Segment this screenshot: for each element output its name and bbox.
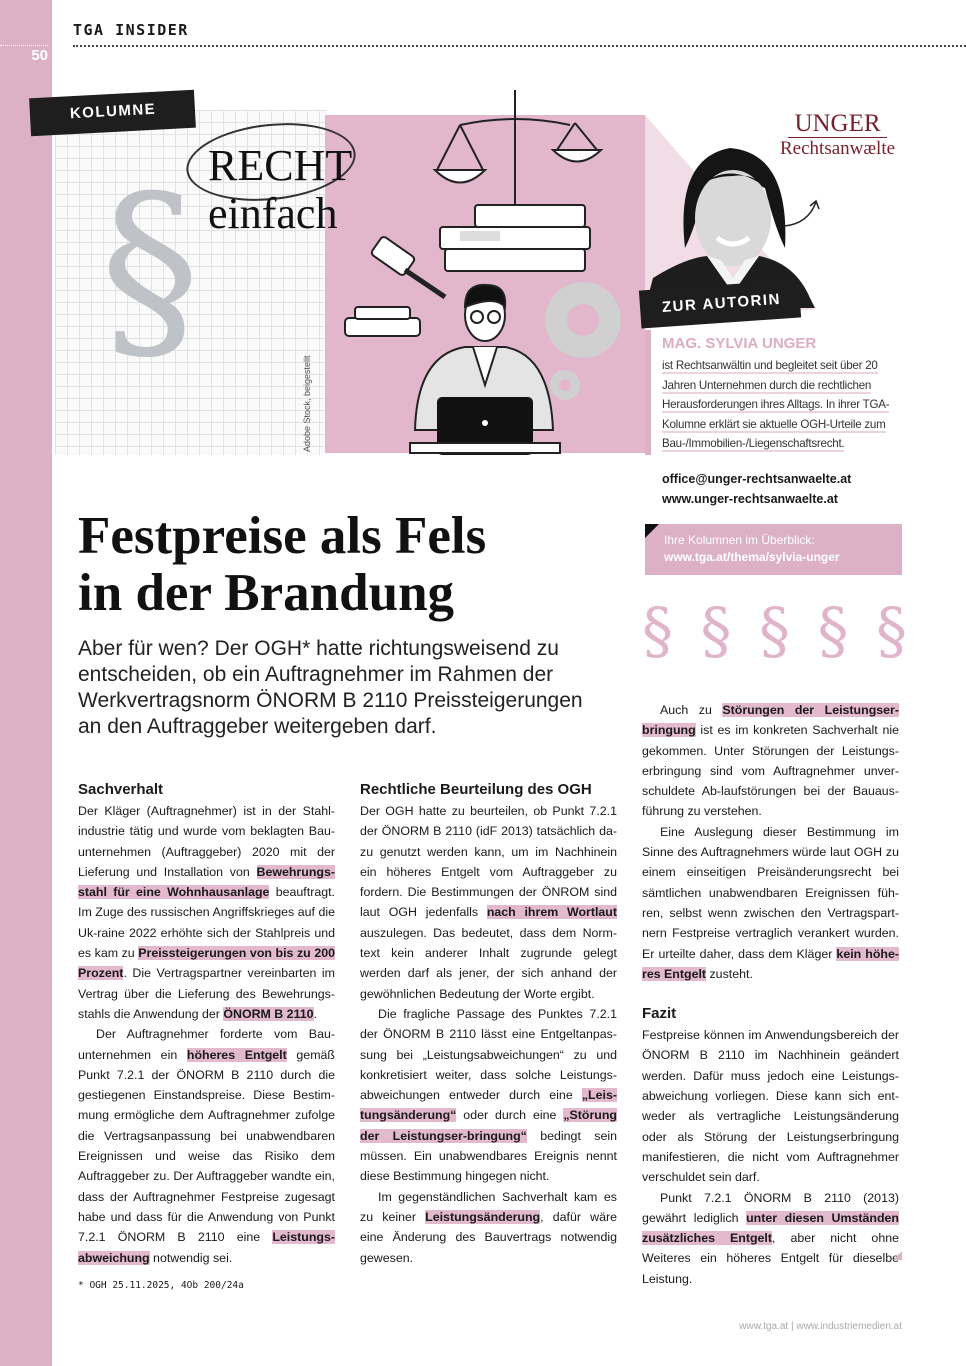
highlighted-text: Bewehrungsstahl für eine Wohnhausanlage [78,864,335,900]
highlighted-text: „Störung der Leistungser-bringung“ [360,1108,617,1143]
body-text: Auch zu [660,703,723,717]
bio-line: ist Rechtsanwältin und begleitet seit über 20 [662,359,878,372]
body-paragraph [360,1187,617,1268]
gear-icon [545,282,621,400]
bio-line: Bau-/Immobilien-/Liegenschaftsrecht. [662,437,845,450]
highlighted-text: höheres Entgelt [186,1047,287,1062]
highlighted-text: kein höheres Entgelt [642,946,900,981]
email-link[interactable]: office@unger-rechtsanwaelte.at [662,472,852,486]
body-text: Der Auftragnehmer forderte vom Bauunternehmen ein [78,1027,335,1062]
body-text: Der OGH hatte zu beurteilen, ob Punkt 7.2.1 der ÖNORM B 2110 (idF 2013) tatsächlich dazu genutzt werden kann, um im Nachhinein ein höheres Entgelt vom Auftraggeber zu fordern. Die Bestimmungen der ÖNROM sind laut OGH jedenfalls [360,804,617,920]
column-overview-box [645,524,902,575]
highlighted-text: Störungen der Leistungserbringung [642,703,900,738]
body-paragraph [78,801,335,1024]
body-paragraph [642,822,899,984]
image-credit: Adobe Stock, beigestellt [302,355,312,452]
section-heading: Rechtliche Beurteilung des OGH [360,781,592,798]
article-column-3 [642,700,899,1289]
author-contact [662,469,851,509]
body-paragraph [360,801,617,1004]
section-title: TGA INSIDER [73,21,189,39]
bio-line: Jahren Unternehmen durch die rechtlichen [662,378,872,392]
body-paragraph [360,1004,617,1187]
footnote: * OGH 25.11.2025, 4Ob 200/24a [78,1280,244,1291]
page-number-divider [0,45,48,46]
side-color-strip [0,0,52,1366]
highlighted-text: ÖNORM B 2110 [223,1006,314,1021]
body-paragraph [642,1188,899,1289]
column-logo-line1: RECHT [208,141,353,190]
author-name: MAG. SYLVIA UNGER [662,335,817,352]
paragraph-sign-graphic: § [100,153,200,386]
author-bio [662,356,892,454]
paragraph-sign-icon: § [876,594,907,667]
headline-line1: Festpreise als Fels [78,507,487,565]
body-text: Punkt 7.2.1 ÖNORM B 2110 (2013) gewährt lediglich [642,1190,899,1225]
headline-line2: in der Brandung [78,564,455,622]
header-divider [73,45,966,47]
highlighted-text: unter diesen Umständen zusätzliches Entgelt [642,1210,899,1246]
body-paragraph [642,1025,899,1187]
logo-line1: UNGER [788,111,886,138]
body-text: beauftragt. Im Zuge des russischen Angriffskrieges auf die Uk-raine 2022 erhöhte sich der Stahlpreis und es kam zu [78,885,335,961]
body-text: auszulegen. Das bedeutet, dass dem Normtext kein anderer Inhalt zugrunde gelegt werden darf als jener, der sich anhand der gewöhnlichen Bedeutung der Worte ergibt. [360,925,617,1001]
section-heading: Fazit [642,1005,677,1023]
highlighted-text: Leistungsänderung [425,1209,541,1224]
body-text: , aber nicht ohne Weiteres ein höheres Entgelt für dieselbe Leistung. [642,1231,899,1286]
highlighted-text: Leistungsabweichung [78,1230,335,1265]
body-text: gemäß Punkt 7.2.1 der ÖNORM B 2110 durch die gestiegenen Einstandspreise. Diese Bestimmung ermögliche dem Auftragnehmer zufolge die Vertragsanpassung bei unabwendbaren Ereignissen und weise das Risiko dem Auftraggeber zu. Der Auftraggeber wandte ein, dass der Auftragnehmer Festpreise zugesagt habe und dass für die Anwendung von Punkt 7.2.1 ÖNORM B 2110 eine [78,1047,335,1245]
zur-autorin-tape-label: ZUR AUTORIN [639,279,801,328]
article-end-mark [893,1251,902,1260]
page-footer [600,1321,902,1332]
article-column-2 [360,780,617,1268]
body-text: ist es im konkreten Sachverhalt nie gekommen. Unter Störungen der Leistungserbringung sind vom Auftragnehmer unverschuldete Ab-laufstörungen bei der Bauausführung zu verstehen. [642,723,899,819]
website-link[interactable]: www.unger-rechtsanwaelte.at [662,492,838,506]
bio-accent-bar [645,330,651,455]
unger-rechtsanwaelte-logo [780,111,895,160]
body-text: . Die Vertragspartner vereinbarten im Vertrag über die Lieferung des Bewehrungsstahls die Anwendung der [78,966,335,1021]
logo-line2: Rechtsanwælte [780,138,896,159]
body-paragraph [642,700,899,822]
body-text: . [313,1006,318,1021]
paragraph-sign-icon: § [759,594,790,667]
highlighted-text: Preissteigerungen von bis zu 200 Prozent [78,946,335,981]
body-text: Der Kläger (Auftragnehmer) ist in der Stahlindustrie tätig und wurde vom beklagten Bauunternehmen (Auftraggeber) 2020 mit der Lieferung und Installation von [78,804,335,879]
body-text: , dafür wäre eine Änderung des Bauvertrags notwendig gewesen. [360,1209,617,1265]
body-text: Im gegenständlichen Sachverhalt kam es zu keiner [360,1189,617,1224]
body-text: bedingt sein müssen. Ein unabwendbares Ereignis nennt diese Bestimmung hingegen nicht. [360,1128,617,1184]
lawyer-illustration [325,85,645,455]
bio-line: Herausforderungen ihres Alltags. In ihrer TGA- [662,398,890,411]
bio-line: Kolumne erklärt sie aktuelle OGH-Urteile zum [662,417,886,431]
overview-link[interactable]: www.tga.at/thema/sylvia-unger [664,550,840,564]
footer-separator: | [791,1321,794,1332]
section-heading: Sachverhalt [78,781,164,798]
body-text: Festpreise können im Anwendungsbereich der ÖNORM B 2110 im Nachhinein geändert werden. Dafür muss jedoch eine Leistungsabweichung vorliegen. Diese kann sich entweder als vertragliche Leistungsänderung oder als Störung der Leistungserbringung manifestieren, die nicht vom Auftragnehmer verschuldet sein darf. [642,1028,899,1185]
body-paragraph [78,1024,335,1268]
overview-label: Ihre Kolumnen im Überblick: [664,533,815,547]
body-text: oder durch eine [456,1108,564,1123]
arrow-icon [782,198,822,230]
highlighted-text: nach ihrem Wortlaut [486,905,617,920]
paragraph-signs-row [642,594,907,667]
page-number: 50 [31,47,48,64]
paragraph-sign-icon: § [817,594,849,667]
highlighted-text: „Leistungsänderung“ [360,1088,617,1123]
paragraph-sign-icon: § [700,594,732,667]
desk-icon [410,443,560,453]
article-column-1 [78,780,335,1268]
kolumne-tape-label: KOLUMNE [29,90,196,137]
scales-icon [435,90,601,205]
column-logo-line2: einfach [208,189,338,238]
article-subtitle: Aber für wen? Der OGH* hatte richtungsweisend zu entscheiden, ob ein Auftragnehmer im Rahmen der Werkvertragsnorm ÖNORM B 2110 Preissteigerungen an den Auftraggeber weitergeben darf. [78,637,583,738]
article-headline [78,508,638,622]
footer-link-industriemedien[interactable]: www.industriemedien.at [796,1321,902,1332]
paragraph-sign-icon: § [642,594,673,667]
corner-marker [645,524,659,538]
gavel-icon [345,236,445,336]
body-text: notwendig sei. [149,1250,233,1265]
books-icon [440,205,590,271]
body-text: Eine Auslegung dieser Bestimmung im Sinne des Auftragnehmers würde laut OGH zu einem einseitigen Preisänderungsrecht bei sämtlichen unabwendbaren Ereignissen führen, selbst wenn zwischen den Vertragspartnern Festpreise vertraglich verankert wurden. Er urteilte daher, dass dem Kläger [642,824,899,961]
footer-link-tga[interactable]: www.tga.at [739,1321,789,1332]
body-text: Die fragliche Passage des Punktes 7.2.1 der ÖNORM B 2110 lässt eine Entgeltanpassung bei „Leistungsabweichungen“ zu und konkretisiert weiter, dass solche Leistungsabweichungen entweder durch eine [360,1006,617,1103]
body-text: zusteht. [706,966,753,981]
